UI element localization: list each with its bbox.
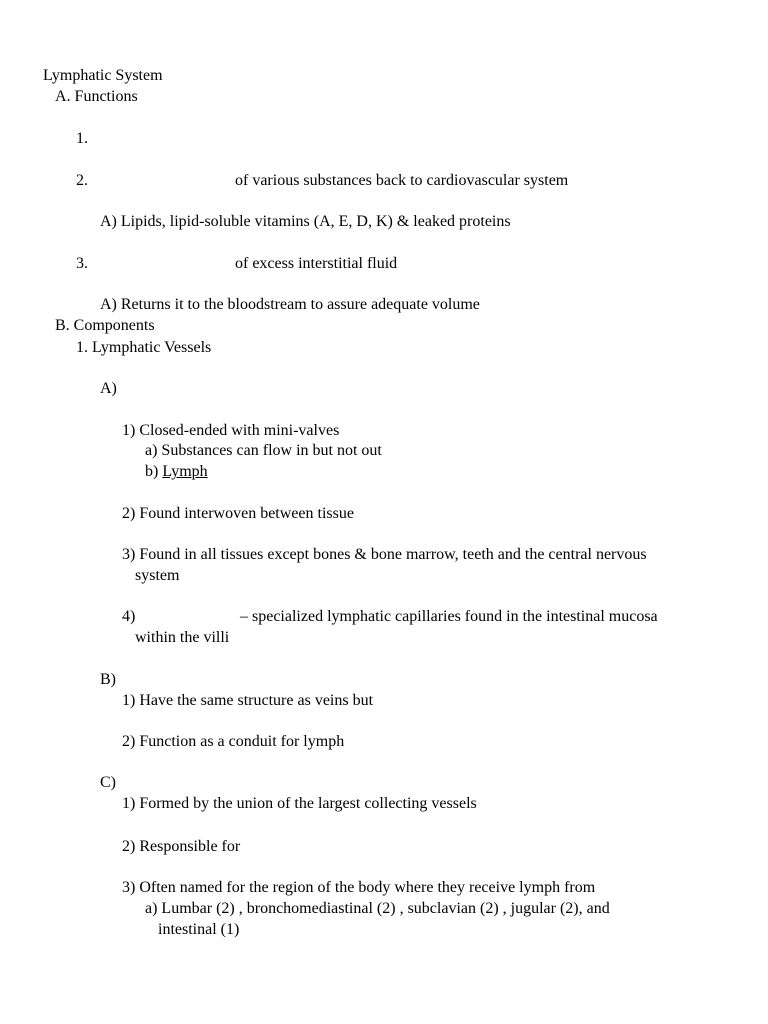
vessels-a-point-4-line-2: within the villi <box>135 629 230 646</box>
vessels-b-point-1: 1) Have the same structure as veins but <box>122 692 374 709</box>
vessels-a-point-3-line-2: system <box>135 567 180 584</box>
function-item-3-text: of excess interstitial fluid <box>235 255 398 272</box>
vessels-a-point-4-number: 4) <box>122 608 136 625</box>
vessels-a-point-1b-prefix: b) <box>145 463 163 480</box>
function-item-2-text: of various substances back to cardiovascular system <box>235 172 569 189</box>
vessels-a-label: A) <box>100 380 117 397</box>
vessels-a-point-3-line-1: 3) Found in all tissues except bones & bone marrow, teeth and the central nervous <box>122 546 647 563</box>
function-item-2-subpoint: A) Lipids, lipid-soluble vitamins (A, E, D, K) & leaked proteins <box>100 213 511 230</box>
vessels-a-point-1b <box>145 462 208 482</box>
function-item-3-subpoint: A) Returns it to the bloodstream to assure adequate volume <box>100 296 480 313</box>
vessels-b-point-2: 2) Function as a conduit for lymph <box>122 733 345 750</box>
vessels-c-point-3a-line-1: a) Lumbar (2) , bronchomediastinal (2) , subclavian (2) , jugular (2), and <box>145 900 610 917</box>
vessels-c-point-1: 1) Formed by the union of the largest collecting vessels <box>122 795 477 812</box>
vessels-a-point-2: 2) Found interwoven between tissue <box>122 505 354 522</box>
vessels-c-label: C) <box>100 774 116 791</box>
vessels-a-point-1: 1) Closed-ended with mini-valves <box>122 422 340 439</box>
lymphatic-vessels-heading: 1. Lymphatic Vessels <box>76 339 212 356</box>
vessels-a-point-4-text: – specialized lymphatic capillaries found in the intestinal mucosa <box>240 608 658 625</box>
function-item-2-number: 2. <box>76 172 88 189</box>
section-b-heading: B. Components <box>55 317 155 334</box>
vessels-c-point-2: 2) Responsible for <box>122 838 241 855</box>
document-title: Lymphatic System <box>43 67 163 84</box>
vessels-b-label: B) <box>100 671 116 688</box>
function-item-3-number: 3. <box>76 255 88 272</box>
lymph-underlined-term: Lymph <box>162 463 208 480</box>
section-a-heading: A. Functions <box>55 88 138 105</box>
function-item-1-number: 1. <box>76 130 88 147</box>
vessels-a-point-1a: a) Substances can flow in but not out <box>145 442 382 459</box>
vessels-c-point-3: 3) Often named for the region of the body where they receive lymph from <box>122 879 596 896</box>
vessels-c-point-3a-line-2: intestinal (1) <box>158 921 240 938</box>
